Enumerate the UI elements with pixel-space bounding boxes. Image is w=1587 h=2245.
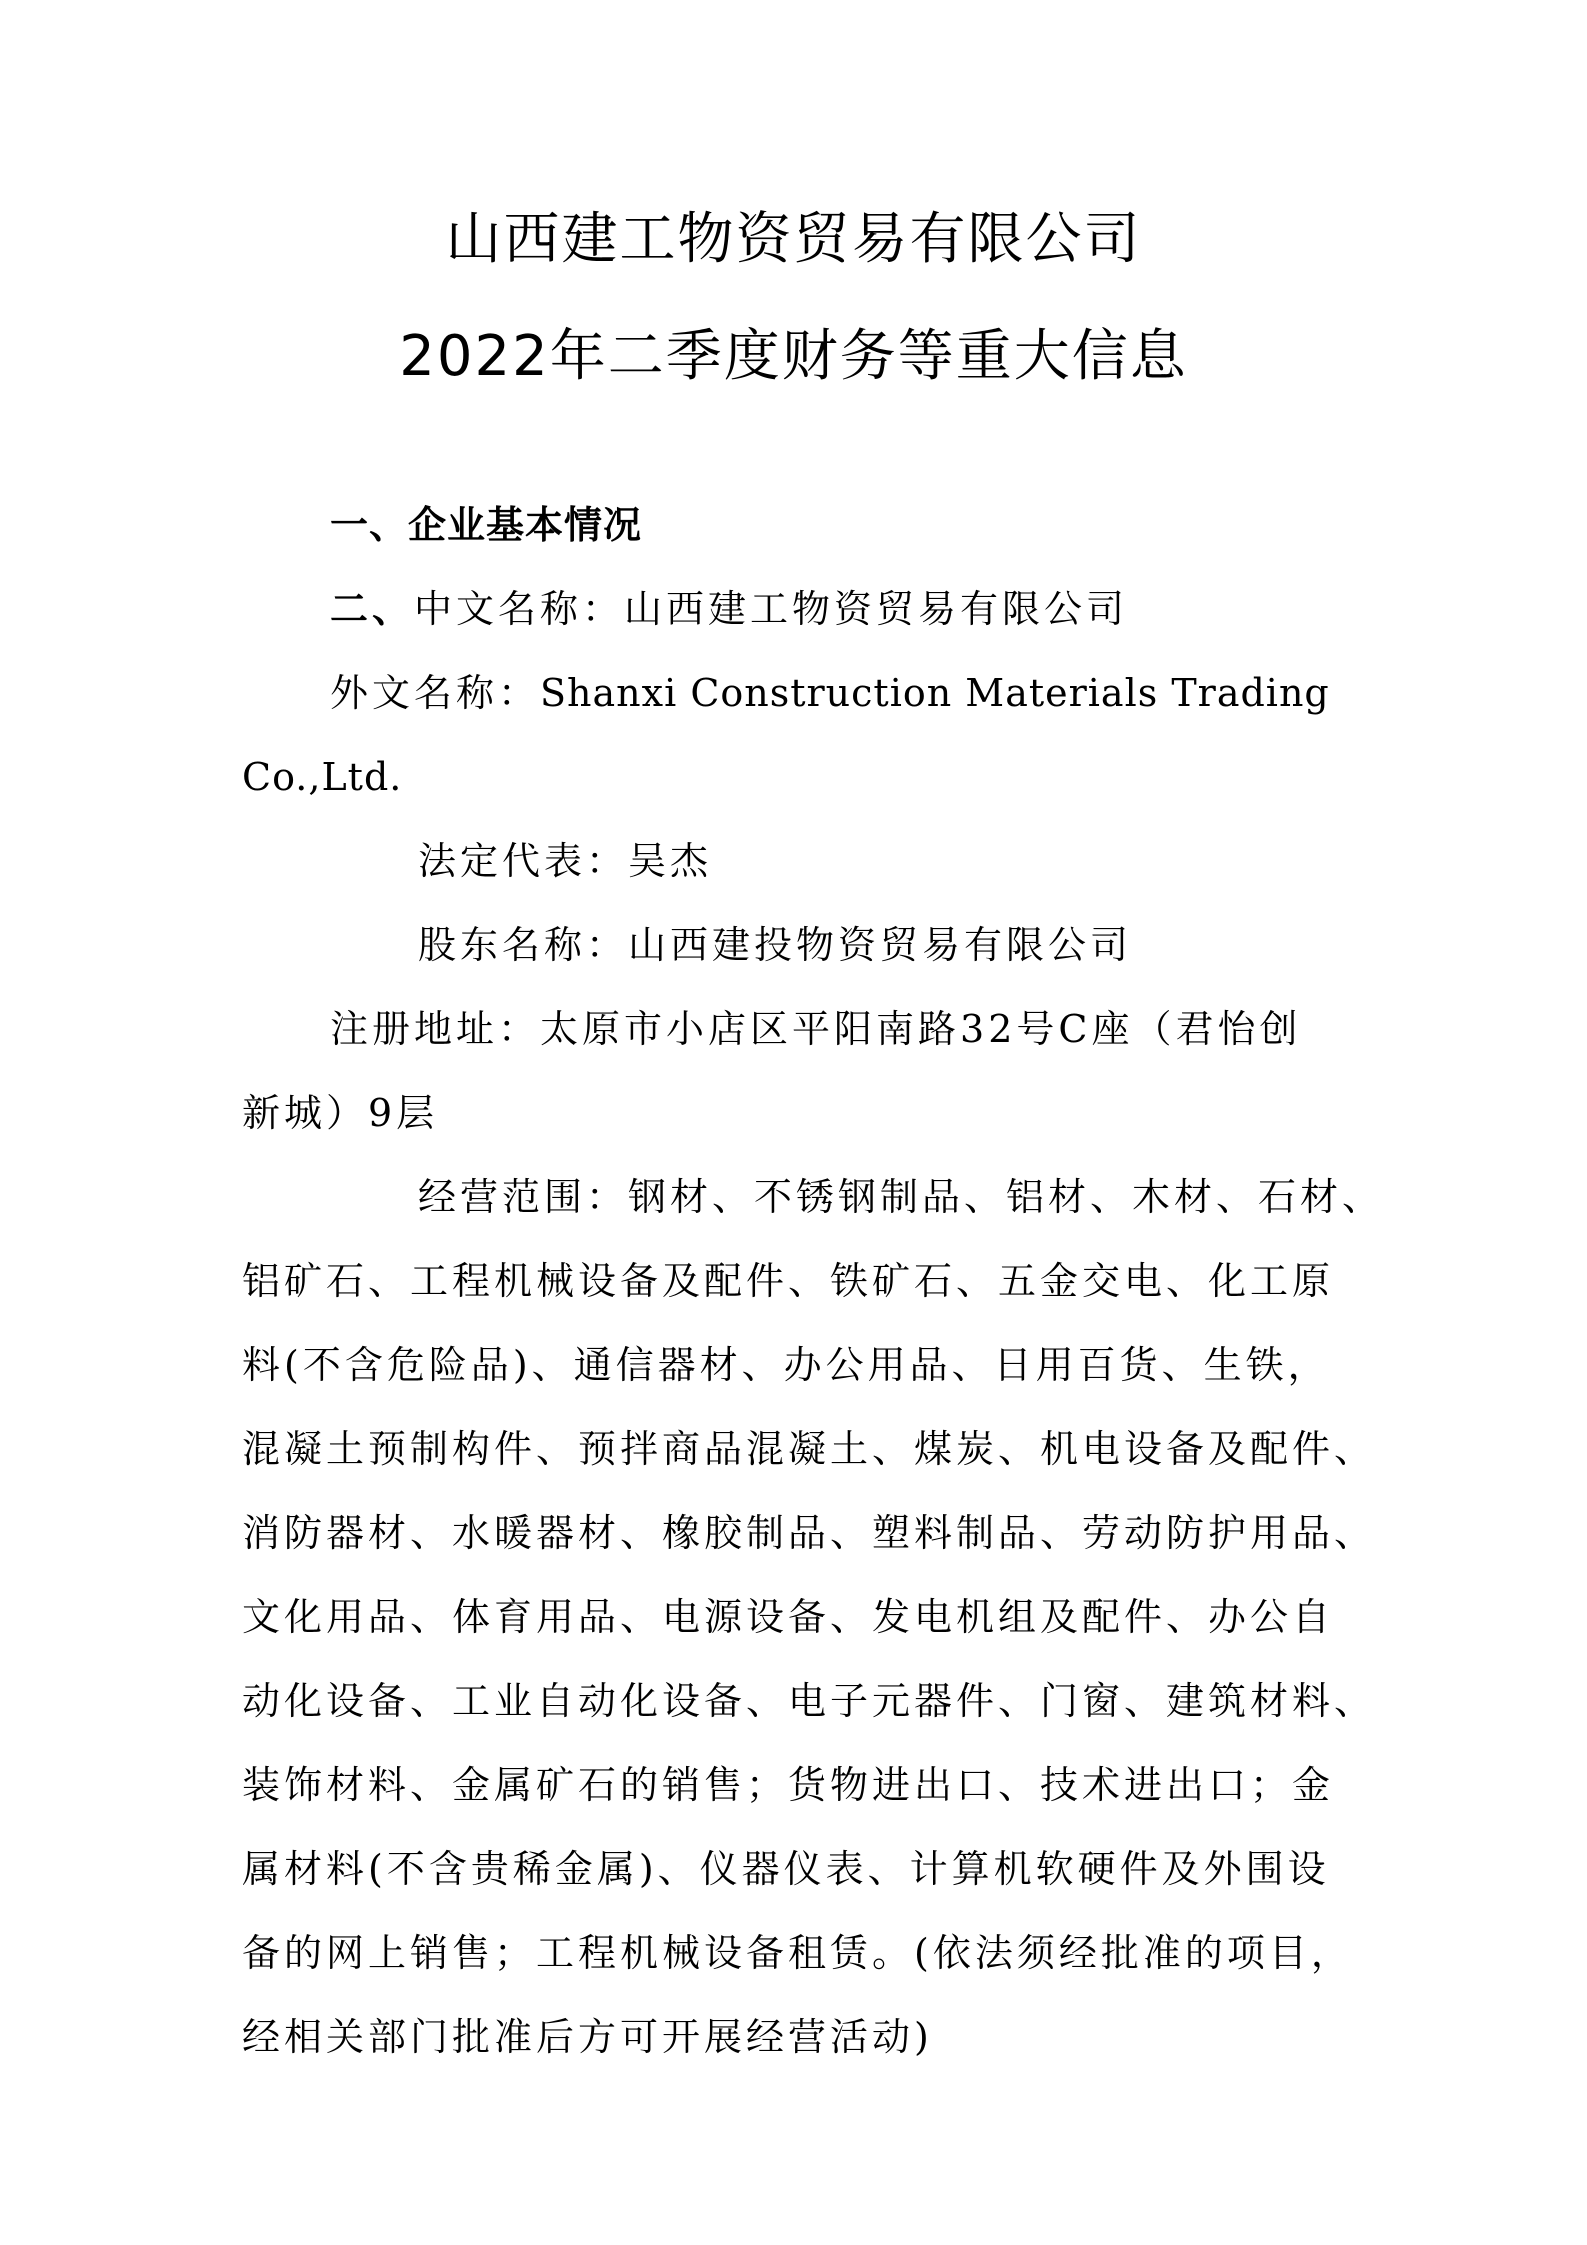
document-title-report: 2022年二季度财务等重大信息 bbox=[399, 324, 1188, 389]
document-title-company: 山西建工物资贸易有限公司 bbox=[445, 207, 1142, 272]
registered-address-value-line2: 新城）9层 bbox=[242, 1091, 439, 1135]
business-scope-line: 钢材、不锈钢制品、铝材、木材、石材、 bbox=[628, 1175, 1385, 1219]
business-scope-line: 料(不含危险品)、通信器材、办公用品、日用百货、生铁， bbox=[242, 1343, 1330, 1387]
foreign-name-value-line1: Shanxi Construction Materials Trading bbox=[540, 671, 1330, 715]
business-scope-line: 动化设备、工业自动化设备、电子元器件、门窗、建筑材料、 bbox=[242, 1679, 1377, 1723]
shareholder-value: 山西建投物资贸易有限公司 bbox=[628, 923, 1133, 967]
chinese-name-value: 山西建工物资贸易有限公司 bbox=[624, 587, 1129, 631]
business-scope-label: 经营范围： bbox=[418, 1175, 629, 1219]
business-scope-line: 经相关部门批准后方可开展经营活动) bbox=[242, 2015, 933, 2059]
business-scope-line: 混凝土预制构件、预拌商品混凝土、煤炭、机电设备及配件、 bbox=[242, 1427, 1377, 1471]
legal-representative-value: 吴杰 bbox=[628, 839, 713, 883]
section-number-2: 二、 bbox=[330, 587, 415, 631]
business-scope-line: 铝矿石、工程机械设备及配件、铁矿石、五金交电、化工原 bbox=[242, 1259, 1335, 1303]
section-heading-basic-info: 一、企业基本情况 bbox=[330, 503, 643, 547]
chinese-name-row bbox=[330, 584, 1128, 634]
foreign-name-value-line2: Co.,Ltd. bbox=[242, 755, 403, 799]
foreign-name-label: 外文名称： bbox=[330, 671, 541, 715]
registered-address-value-line1: 太原市小店区平阳南路32号C座（君怡创 bbox=[540, 1007, 1302, 1051]
registered-address-row bbox=[330, 1004, 1301, 1054]
legal-representative-row bbox=[418, 836, 712, 886]
chinese-name-label: 中文名称： bbox=[414, 587, 625, 631]
business-scope-line: 属材料(不含贵稀金属)、仪器仪表、计算机软硬件及外围设 bbox=[242, 1847, 1330, 1891]
foreign-name-row bbox=[330, 668, 1330, 718]
legal-representative-label: 法定代表： bbox=[418, 839, 629, 883]
shareholder-label: 股东名称： bbox=[418, 923, 629, 967]
business-scope-line: 文化用品、体育用品、电源设备、发电机组及配件、办公自 bbox=[242, 1595, 1335, 1639]
business-scope-line: 消防器材、水暖器材、橡胶制品、塑料制品、劳动防护用品、 bbox=[242, 1511, 1377, 1555]
business-scope-row bbox=[418, 1172, 1384, 1222]
business-scope-line: 备的网上销售；工程机械设备租赁。(依法须经批准的项目， bbox=[242, 1931, 1353, 1975]
business-scope-line: 装饰材料、金属矿石的销售；货物进出口、技术进出口；金 bbox=[242, 1763, 1335, 1807]
registered-address-label: 注册地址： bbox=[330, 1007, 541, 1051]
shareholder-row bbox=[418, 920, 1132, 970]
